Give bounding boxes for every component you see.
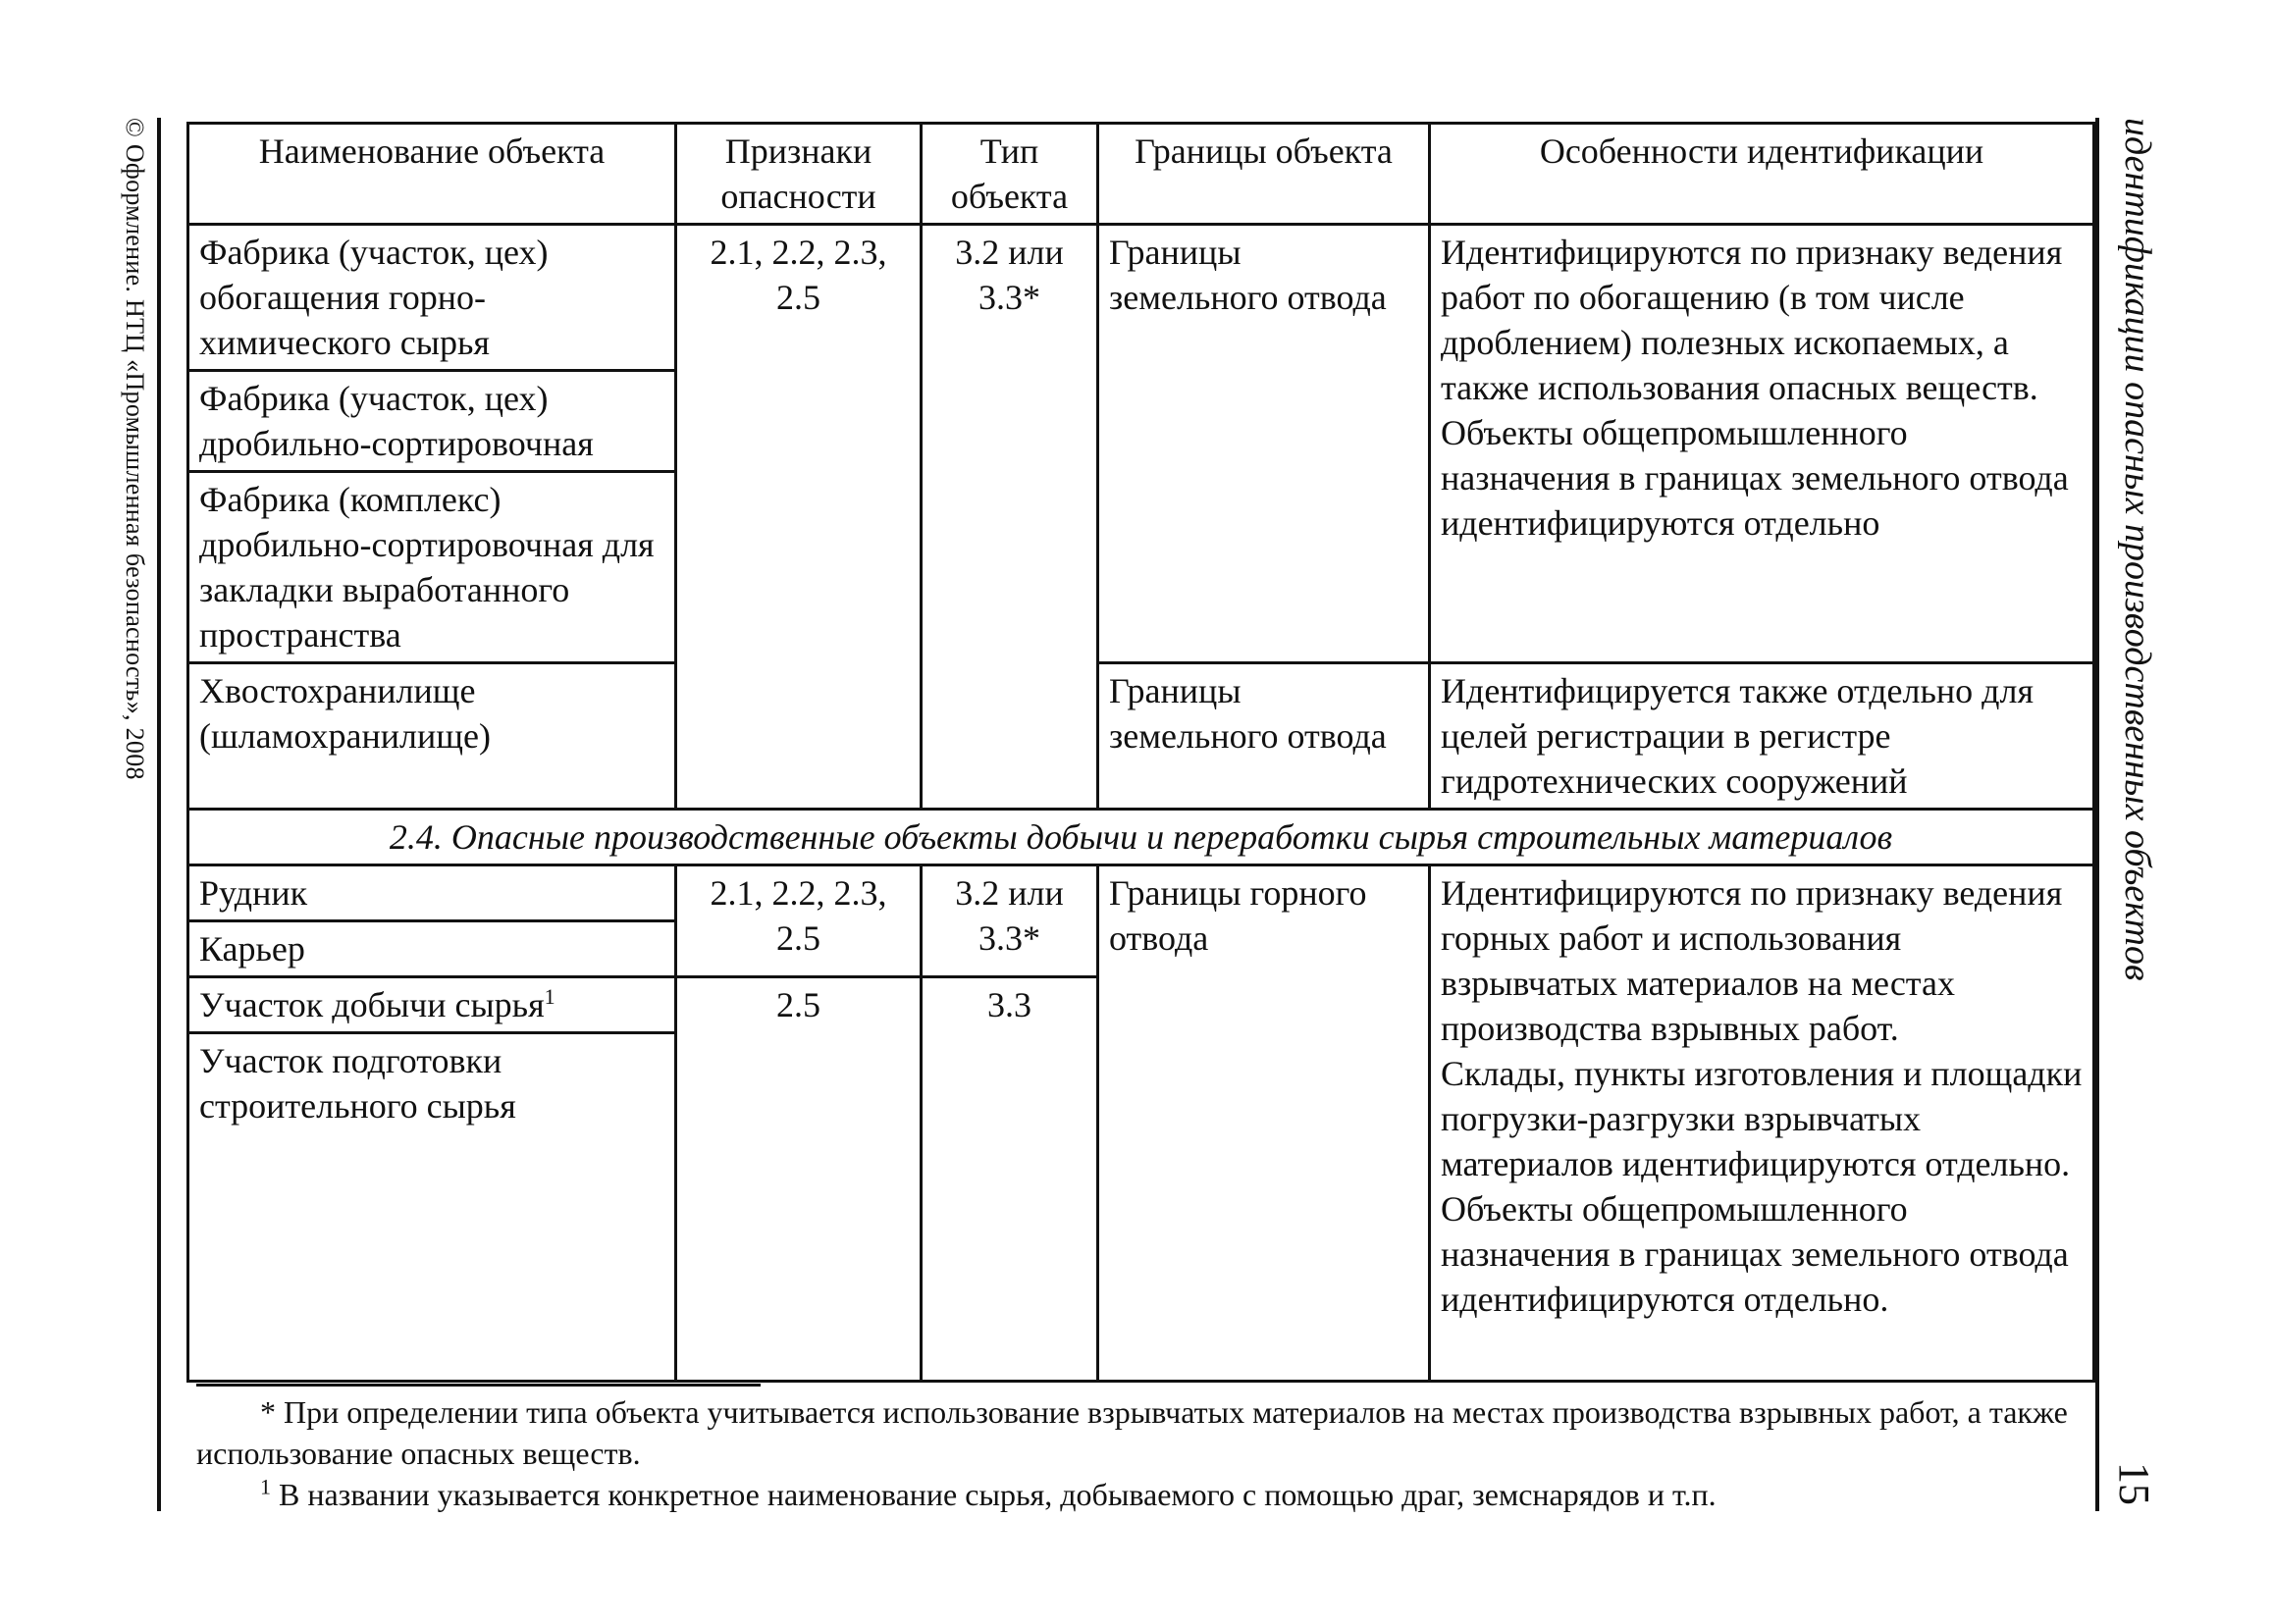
running-header-text: идентификации опасных производственных объектов <box>2117 118 2158 981</box>
signs-cell: 2.5 <box>676 977 922 1382</box>
page-number <box>2112 1462 2161 1541</box>
copyright-text: © Оформление. НТЦ «Промышленная безопасность», 2008 <box>121 118 149 780</box>
type-cell: 3.2 или 3.3* <box>922 865 1098 977</box>
object-name-cell: Фабрика (участок, цех) обогащения горно-химического сырья <box>188 225 676 371</box>
features-cell <box>1430 225 2094 663</box>
features-paragraph: Объекты общепромышленного назначения в границах земельного отвода идентифицируются отдельно <box>1441 413 2069 543</box>
features-cell <box>1430 865 2094 1382</box>
object-name-cell: Фабрика (комплекс) дробильно-сортировочная для закладки выработанного пространства <box>188 472 676 663</box>
table-row <box>188 225 2094 371</box>
signs-cell: 2.1, 2.2, 2.3, 2.5 <box>676 225 922 810</box>
hazard-objects-table <box>186 122 2095 1383</box>
object-name-text: Участок добычи сырья <box>199 985 545 1024</box>
header-name: Наименование объекта <box>188 124 676 225</box>
header-signs: Признаки опасности <box>676 124 922 225</box>
features-paragraph: Идентифицируются по признаку ведения горных работ и использования взрывчатых материалов на местах производства взрывных работ. <box>1441 873 2063 1048</box>
header-features: Особенности идентификации <box>1430 124 2094 225</box>
features-cell: Идентифицируется также отдельно для целей регистрации в регистре гидротехнических сооружений <box>1430 663 2094 810</box>
header-bounds: Границы объекта <box>1098 124 1430 225</box>
features-paragraph: Объекты общепромышленного назначения в границах земельного отвода идентифицируются отдельно. <box>1441 1189 2069 1319</box>
table-header-row <box>188 124 2094 225</box>
footnote-star: * При определении типа объекта учитывается использование взрывчатых материалов на местах производства взрывных работ, а также использование опасных веществ. <box>196 1394 2068 1471</box>
footnote-one <box>196 1474 2090 1515</box>
type-cell: 3.2 или 3.3* <box>922 225 1098 810</box>
copyright-caption <box>120 118 149 844</box>
page-number-text: 15 <box>2110 1462 2158 1505</box>
signs-cell: 2.1, 2.2, 2.3, 2.5 <box>676 865 922 977</box>
footnote-marker: 1 <box>544 984 555 1009</box>
running-header <box>2112 118 2161 1021</box>
bounds-cell: Границы земельного отвода <box>1098 663 1430 810</box>
object-name-cell: Хвостохранилище (шламохранилище) <box>188 663 676 810</box>
footnote-one-marker: 1 <box>260 1474 271 1499</box>
features-paragraph: Идентифицируются по признаку ведения работ по обогащению (в том числе дроблением) полезных ископаемых, а также использования опасных веществ. <box>1441 233 2063 407</box>
footnote-rule <box>196 1384 761 1387</box>
object-name-cell: Карьер <box>188 921 676 977</box>
right-margin-rule <box>2095 118 2099 1511</box>
section-title: 2.4. Опасные производственные объекты добычи и переработки сырья строительных материалов <box>188 810 2094 865</box>
object-name-cell: Участок подготовки строительного сырья <box>188 1033 676 1382</box>
section-row <box>188 810 2094 865</box>
type-cell: 3.3 <box>922 977 1098 1382</box>
footnote-one-text: В названии указывается конкретное наименование сырья, добываемого с помощью драг, земснарядов и т.п. <box>271 1477 1717 1512</box>
object-name-cell: Фабрика (участок, цех) дробильно-сортировочная <box>188 371 676 472</box>
footnotes <box>196 1391 2090 1515</box>
header-type: Тип объекта <box>922 124 1098 225</box>
object-name-cell <box>188 977 676 1033</box>
bounds-cell: Границы земельного отвода <box>1098 225 1430 663</box>
features-paragraph: Склады, пункты изготовления и площадки погрузки-разгрузки взрывчатых материалов идентифицируются отдельно. <box>1441 1054 2083 1183</box>
object-name-cell: Рудник <box>188 865 676 921</box>
table-row <box>188 865 2094 921</box>
table-row <box>188 663 2094 810</box>
bounds-cell: Границы горного отвода <box>1098 865 1430 1382</box>
left-margin-rule <box>157 118 161 1511</box>
